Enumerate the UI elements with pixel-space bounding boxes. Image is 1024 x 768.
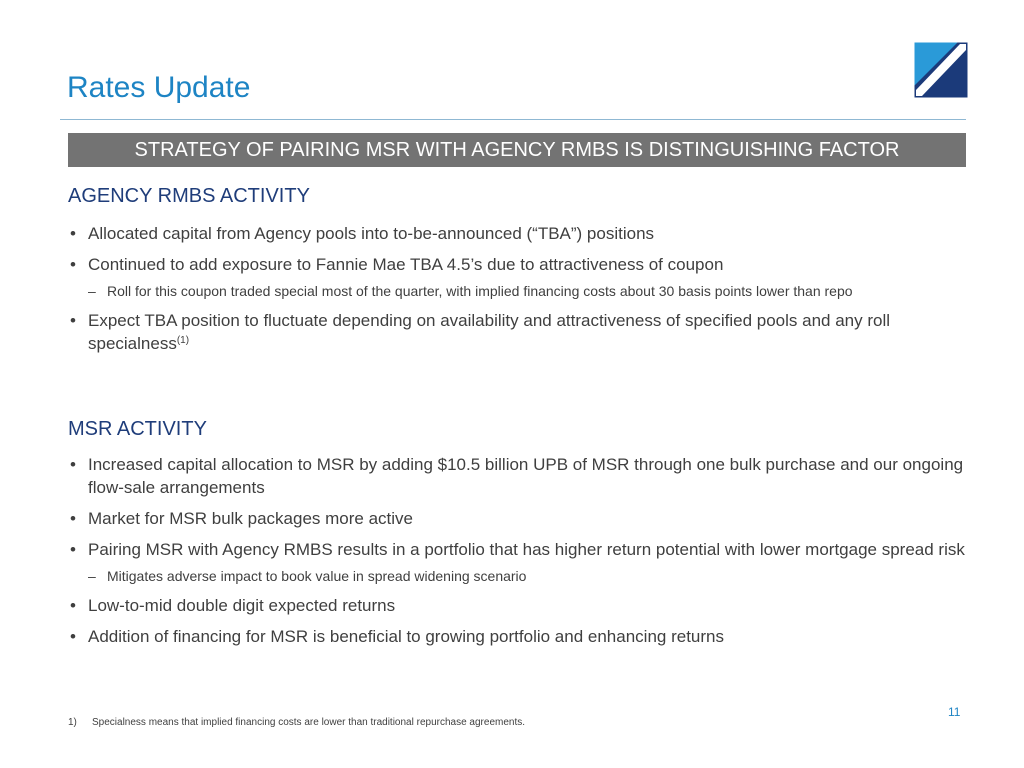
bullet-glyph: •	[70, 509, 76, 528]
bullet-glyph: •	[70, 224, 76, 243]
bullet-glyph: •	[70, 255, 76, 274]
agency-bullet-list	[68, 222, 968, 363]
msr-section-heading: MSR ACTIVITY	[68, 418, 207, 440]
dash-glyph: –	[88, 568, 96, 584]
bullet-text: Continued to add exposure to Fannie Mae TBA 4.5’s due to attractiveness of coupon	[88, 255, 724, 274]
sub-list-item	[68, 567, 968, 586]
msr-bullet-list	[68, 453, 968, 656]
company-logo-icon	[914, 42, 968, 98]
agency-section-heading: AGENCY RMBS ACTIVITY	[68, 185, 310, 207]
title-divider	[60, 119, 966, 120]
footnote-reference: (1)	[176, 335, 190, 346]
sub-list-item	[68, 282, 968, 301]
sub-bullet-text: Mitigates adverse impact to book value in spread widening scenario	[107, 568, 527, 584]
list-item	[68, 453, 968, 499]
list-item	[68, 625, 968, 648]
bullet-text: Low-to-mid double digit expected returns	[88, 596, 396, 615]
bullet-text: Pairing MSR with Agency RMBS results in a portfolio that has higher return potential with lower mortgage spread risk	[88, 540, 965, 559]
bullet-glyph: •	[70, 311, 76, 330]
page-number: 11	[948, 705, 961, 719]
bullet-text: Allocated capital from Agency pools into to-be-announced (“TBA”) positions	[88, 224, 655, 243]
bullet-glyph: •	[70, 627, 76, 646]
list-item	[68, 309, 968, 355]
list-item	[68, 594, 968, 617]
bullet-text: Increased capital allocation to MSR by adding $10.5 billion UPB of MSR through one bulk purchase and our ongoing flow-sale arrangements	[88, 455, 964, 497]
list-item	[68, 538, 968, 561]
footnote-marker: 1)	[68, 717, 77, 728]
footnote-text: Specialness means that implied financing costs are lower than traditional repurchase agreements.	[92, 717, 526, 728]
headline-banner: STRATEGY OF PAIRING MSR WITH AGENCY RMBS IS DISTINGUISHING FACTOR	[68, 133, 966, 167]
list-item	[68, 507, 968, 530]
list-item	[68, 222, 968, 245]
bullet-glyph: •	[70, 455, 76, 474]
sub-bullet-text: Roll for this coupon traded special most of the quarter, with implied financing costs about 30 basis points lower than repo	[107, 283, 853, 299]
dash-glyph: –	[88, 283, 96, 299]
footnote	[68, 717, 525, 728]
bullet-text: Addition of financing for MSR is beneficial to growing portfolio and enhancing returns	[88, 627, 724, 646]
page-title: Rates Update	[67, 71, 251, 104]
bullet-text: Expect TBA position to fluctuate depending on availability and attractiveness of specified pools and any roll specialness	[88, 311, 891, 353]
list-item	[68, 253, 968, 276]
bullet-text: Market for MSR bulk packages more active	[88, 509, 414, 528]
bullet-glyph: •	[70, 540, 76, 559]
bullet-glyph: •	[70, 596, 76, 615]
